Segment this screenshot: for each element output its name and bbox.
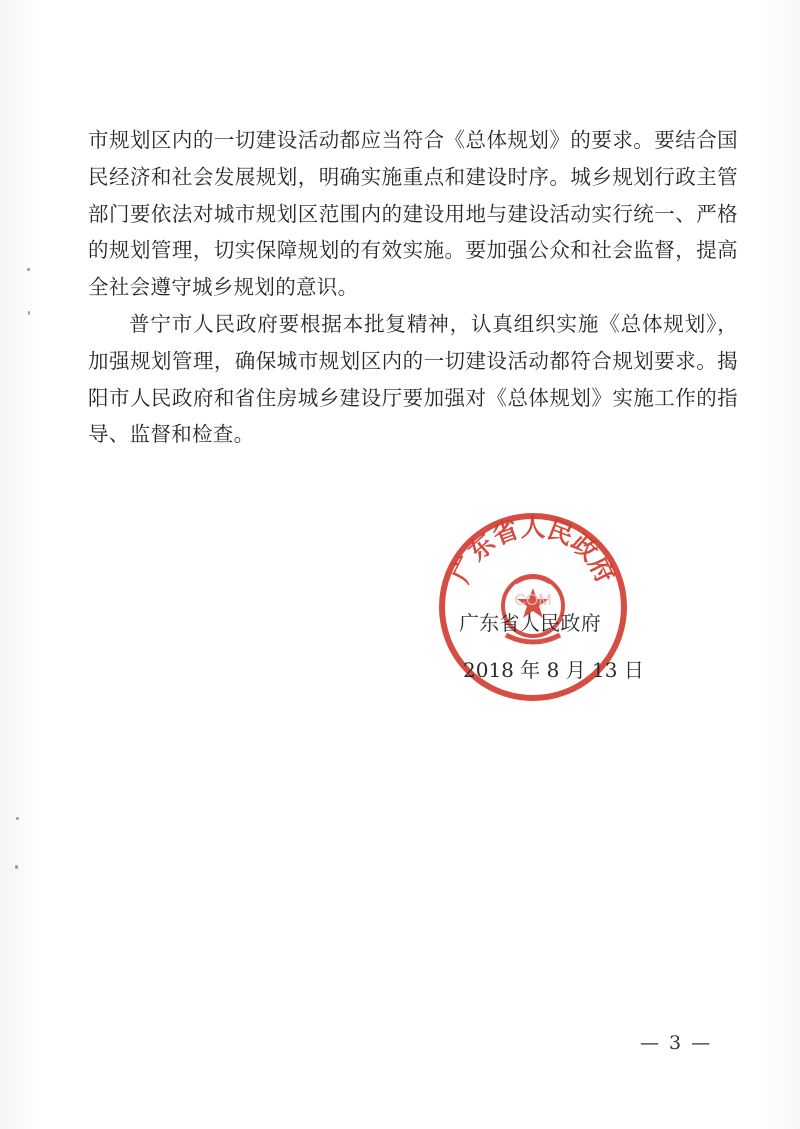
document-body	[88, 122, 738, 453]
seal-watermark: COM	[514, 592, 552, 609]
issue-date: 2018 年 8 月 13 日	[463, 658, 644, 682]
scan-speck	[16, 817, 19, 820]
issuing-authority: 广东省人民政府	[458, 611, 602, 635]
scan-speck	[27, 268, 30, 271]
seal-text: 广东省人民政府	[447, 515, 619, 588]
scan-speck	[28, 311, 30, 315]
page-number: — 3 —	[640, 1032, 713, 1054]
body-paragraph-2: 普宁市人民政府要根据本批复精神，认真组织实施《总体规划》，加强规划管理，确保城市规划区内的一切建设活动都符合规划要求。揭阳市人民政府和省住房城乡建设厅要加强对《总体规划》实施工作的指导、监督和检查。	[88, 311, 738, 447]
body-paragraph-1: 市规划区内的一切建设活动都应当符合《总体规划》的要求。要结合国民经济和社会发展规划，明确实施重点和建设时序。城乡规划行政主管部门要依法对城市规划区范围内的建设用地与建设活动实行统一、严格的规划管理，切实保障规划的有效实施。要加强公众和社会监督，提高全社会遵守城乡规划的意识。	[88, 128, 738, 300]
scan-speck	[15, 865, 18, 869]
